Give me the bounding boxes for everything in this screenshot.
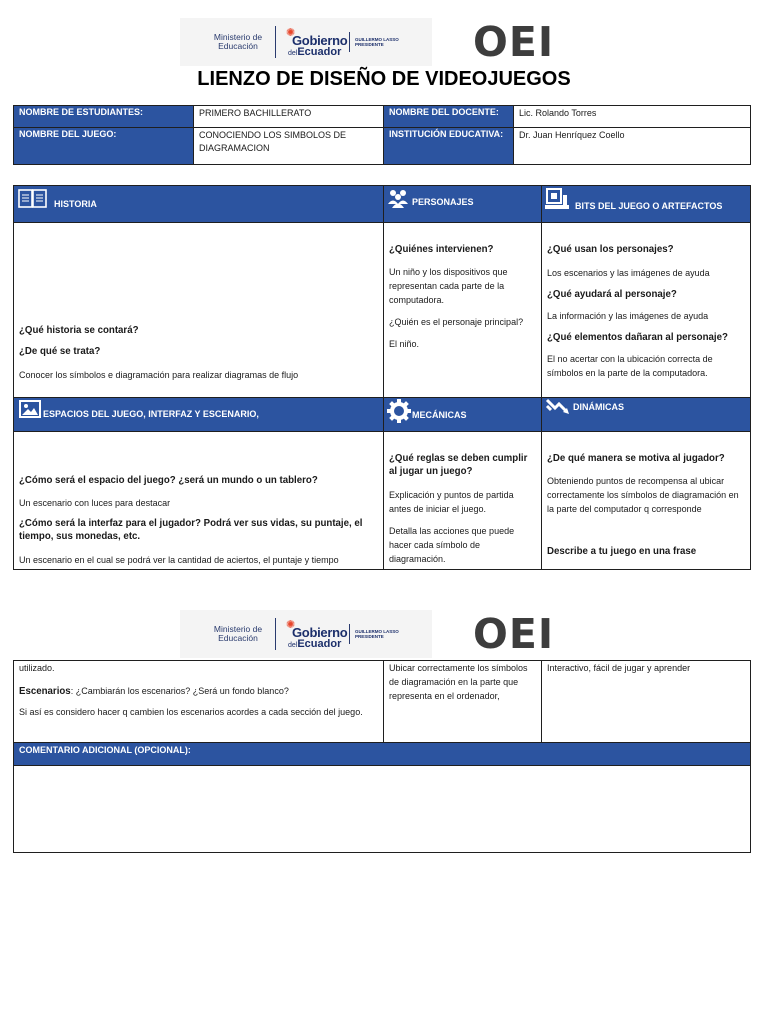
students-label: NOMBRE DE ESTUDIANTES: <box>14 106 194 128</box>
canvas-table-continued <box>13 660 751 853</box>
logo-band-page2: Ministerio de Educación ✺ Gobierno delEcuador GUILLERMO LASSO PRESIDENTE <box>180 610 432 658</box>
info-table <box>13 105 751 165</box>
presidente-logo: GUILLERMO LASSO PRESIDENTE <box>355 629 399 639</box>
game-label: NOMBRE DEL JUEGO: <box>14 128 194 165</box>
people-icon <box>387 188 409 208</box>
espacios-header: ESPACIOS DEL JUEGO, INTERFAZ Y ESCENARIO, <box>14 398 384 432</box>
arrows-icon <box>545 398 571 416</box>
logo-band-top: Ministerio de Educación ✺ Gobierno delEcuador GUILLERMO LASSO PRESIDENTE <box>180 18 432 66</box>
sun-icon: ✺ <box>286 27 296 39</box>
teacher-value: Lic. Rolando Torres <box>514 106 751 128</box>
page-title: LIENZO DE DISEÑO DE VIDEOJUEGOS <box>197 68 571 90</box>
artifact-icon <box>545 187 569 211</box>
ministerio-logo: Ministerio de Educación <box>213 32 263 51</box>
historia-body: ¿Qué historia se contará? ¿De qué se trata? Conocer los símbolos e diagramación para realizar diagramas de flujo <box>14 223 384 398</box>
dinamicas-body-continued: Interactivo, fácil de jugar y aprender <box>542 661 751 743</box>
espacios-body: ¿Cómo será el espacio del juego? ¿será un mundo o un tablero? Un escenario con luces para destacar ¿Cómo será la interfaz para el jugador? Podrá ver sus vidas, su puntaje, el tiempo, sus monedas, etc. Un escenario en el cual se podrá ver la cantidad de aciertos, el puntaje y tiempo <box>14 432 384 570</box>
personajes-body: ¿Quiénes intervienen? Un niño y los dispositivos que representan cada parte de la computadora. ¿Quién es el personaje principal? El niño. <box>384 223 542 398</box>
personajes-header: PERSONAJES <box>384 186 542 223</box>
book-icon <box>18 188 48 210</box>
logo-divider <box>349 624 350 644</box>
dinamicas-header: DINÁMICAS <box>542 398 751 432</box>
sun-icon: ✺ <box>286 619 296 631</box>
institution-value: Dr. Juan Henríquez Coello <box>514 128 751 165</box>
mecanicas-body-continued: Ubicar correctamente los símbolos de diagramación en la parte que representa en el ordenador, <box>384 661 542 743</box>
gear-icon <box>387 399 411 423</box>
presidente-logo: GUILLERMO LASSO PRESIDENTE <box>355 37 399 47</box>
institution-label: INSTITUCIÓN EDUCATIVA: <box>384 128 514 165</box>
historia-header: HISTORIA <box>14 186 384 223</box>
students-value: PRIMERO BACHILLERATO <box>194 106 384 128</box>
oei-logo: OEI <box>473 610 555 658</box>
ministerio-logo: Ministerio de Educación <box>213 624 263 643</box>
espacios-body-continued: utilizado. Escenarios: ¿Cambiarán los escenarios? ¿Será un fondo blanco? Si así es considero hacer q cambien los escenarios acordes a cada sección del juego. <box>14 661 384 743</box>
logo-divider <box>275 26 276 58</box>
comentario-header: COMENTARIO ADICIONAL (OPCIONAL): <box>14 743 751 766</box>
logo-divider <box>349 32 350 52</box>
canvas-table <box>13 185 751 570</box>
oei-logo: OEI <box>473 18 555 66</box>
image-icon <box>19 400 41 418</box>
logo-divider <box>275 618 276 650</box>
bits-body: ¿Qué usan los personajes? Los escenarios y las imágenes de ayuda ¿Qué ayudará al personaje? La información y las imágenes de ayuda ¿Qué elementos dañaran al personaje? El no acertar con la ubicación correcta de símbolos en la parte de la computadora. <box>542 223 751 398</box>
bits-header: BITS DEL JUEGO O ARTEFACTOS <box>542 186 751 223</box>
game-value: CONOCIENDO LOS SIMBOLOS DE DIAGRAMACION <box>194 128 384 165</box>
dinamicas-body: ¿De qué manera se motiva al jugador? Obteniendo puntos de recompensa al ubicar correctamente los símbolos de diagramación en la parte del computador q corresponde Describe a tu juego en una frase <box>542 432 751 570</box>
mecanicas-body: ¿Qué reglas se deben cumplir al jugar un juego? Explicación y puntos de partida antes de iniciar el juego. Detalla las acciones que puede hacer cada símbolo de diagramación. <box>384 432 542 570</box>
teacher-label: NOMBRE DEL DOCENTE: <box>384 106 514 128</box>
mecanicas-header: MECÁNICAS <box>384 398 542 432</box>
comentario-body <box>14 766 751 853</box>
